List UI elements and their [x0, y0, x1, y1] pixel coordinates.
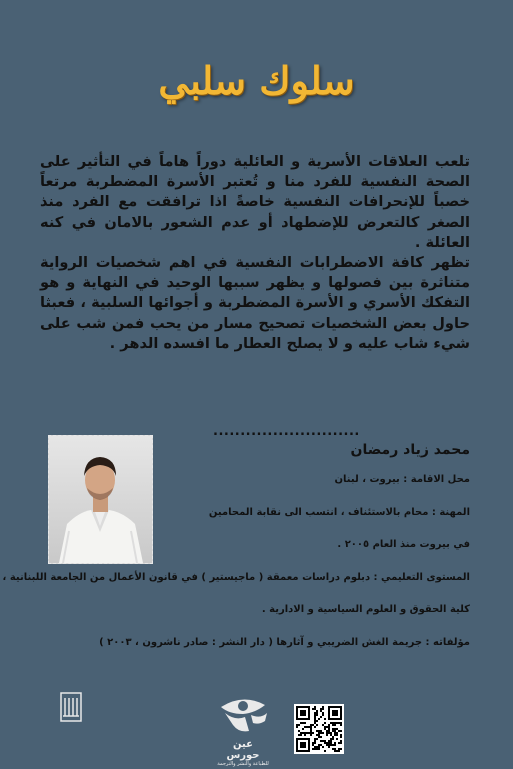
author-profession: المهنة : محام بالاستئناف ، انتسب الى نقابة المحامين [208, 507, 470, 518]
book-blurb [40, 152, 470, 354]
qr-code-icon [294, 704, 344, 754]
publisher-tagline: للطباعة والنشر والترجمة [217, 761, 269, 767]
author-residence: محل الاقامة : بيروت ، لبنان [334, 474, 470, 485]
author-works: مؤلفاته : جريمة الغش الضريبي و آثارها ( دار النشر : صادر ناشرون ، ٢٠٠٣ ) [99, 637, 470, 648]
blurb-paragraph-2: تظهر كافة الاضطرابات النفسية في اهم شخصيات الرواية متناثرة بين فصولها و يظهر سببها الوحيد في النهاية و هو التفكك الأسري و الأسرة المضطربة و أجوائها السلبية ، فعبثا حاول بعض الشخصيات تصحيح مسار من يحب فمن شب على شيء شاب عليه و لا يصلح العطار ما افسده الدهر . [40, 254, 470, 352]
small-logo-icon [60, 692, 82, 722]
publisher-name: عين حورس [226, 739, 260, 761]
eye-of-horus-icon [215, 695, 271, 735]
blurb-paragraph-1: تلعب العلاقات الأسرية و العائلية دوراً هاماً في التأثير على الصحة النفسية للفرد منا و تُعتبر الأسرة المضطربة مرتعاً خصباً للإنحرافات النفسية خاصةً اذا ترافقت مع الفرد منذ الصغر كالتعرض للإضطهاد أو عدم الشعور بالامان في كنه العائلة . [40, 153, 470, 251]
publisher-logo [215, 695, 271, 767]
book-title: سلوك سلبي [158, 58, 355, 103]
author-education-cont: كلية الحقوق و العلوم السياسية و الادارية . [261, 604, 470, 615]
dotted-separator: ........................... [213, 424, 360, 439]
author-education: المستوى التعليمي : دبلوم دراسات معمقة ( ماجيستير ) في قانون الأعمال من الجامعة اللبنانية ، [2, 572, 470, 583]
qr-code [294, 704, 344, 754]
author-profession-cont: في بيروت منذ العام ٢٠٠٥ . [337, 539, 470, 550]
author-name: محمد زياد رمضان [350, 442, 470, 458]
